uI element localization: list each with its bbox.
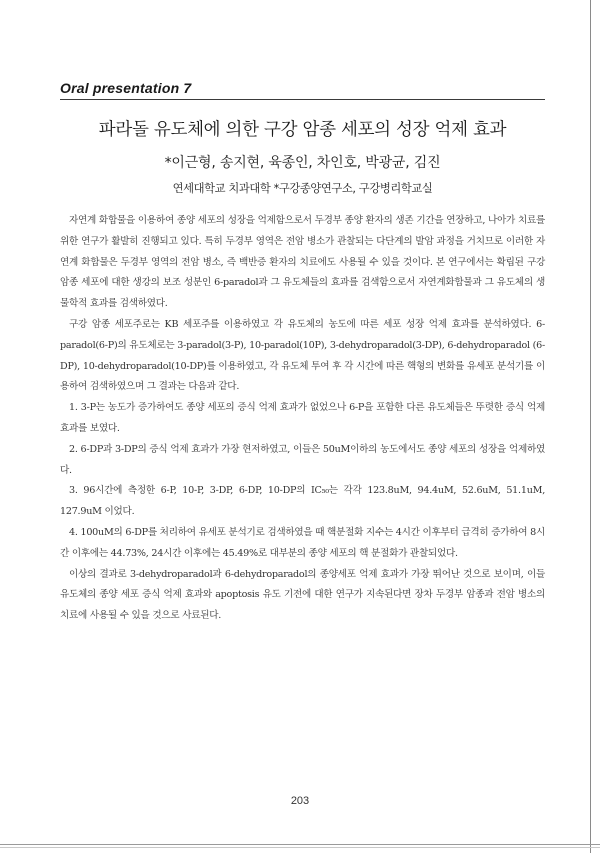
author-list: *이근형, 송지현, 육종인, 차인호, 박광균, 김진 [164,155,441,171]
page-edge-right [590,0,591,853]
paragraph-intro: 자연계 화합물을 이용하여 종양 세포의 성장을 억제함으로서 두경부 종양 환자의 생존 기간을 연장하고, 나아가 치료를 위한 연구가 활발히 진행되고 있다. 특히 두경부 영역은 전암 병소가 관찰되는 다단계의 발암 과정을 거치므로 이러한 자연계 화합물은 두경부 영역의 전암 병소, 즉 백반증 환자의 치료에도 사용될 수 있을 것이다. 본 연구에서는 확립된 구강 암종 세포에 대한 생강의 보조 성분인 6-paradol과 그 유도체들의 효과를 검색함으로서 자연계화합물과 그 유도체의 생물학적 효과를 검색하였다. [60,215,545,310]
page-number: 203 [290,795,310,807]
paragraph-methods: 구강 암종 세포주로는 KB 세포주를 이용하였고 각 유도체의 농도에 따른 세포 성장 억제 효과를 분석하였다. 6-paradol(6-P)의 유도체로는 3-paradol(3-P), 10-paradol(10P), 3-dehydroparadol(3-DP), 6-dehydroparadol (6-DP), 10-dehydroparadol(10-DP)를 이용하였고, 각 유도체 투여 후 각 시간에 따른 핵형의 변화를 유세포 분석기를 이용하여 검색하였으며 그 결과는 다음과 같다. [60,318,545,393]
paragraph-result-3: 3. 96시간에 측정한 6-P, 10-P, 3-DP, 6-DP, 10-DP의 IC₅₀는 각각 123.8uM, 94.4uM, 52.6uM, 51.1uM, 127.9uM 이었다. [60,485,545,518]
paragraph-result-2: 2. 6-DP과 3-DP의 증식 억제 효과가 가장 현저하였고, 이들은 50uM이하의 농도에서도 종양 세포의 성장을 억제하였다. [60,443,545,476]
page-edge-bottom [0,844,600,845]
affiliation: 연세대학교 치과대학 *구강종양연구소, 구강병리학교실 [172,182,433,195]
section-tag: Oral presentation 7 [60,80,192,96]
paragraph-result-1: 1. 3-P는 농도가 증가하여도 종양 세포의 증식 억제 효과가 없었으나 6-P을 포함한 다른 유도체들은 뚜렷한 증식 억제 효과를 보였다. [60,402,545,434]
paper-title: 파라돌 유도체에 의한 구강 암종 세포의 성장 억제 효과 [98,120,507,140]
paragraph-result-4: 4. 100uM의 6-DP를 처리하여 유세포 분석기로 검색하였을 때 핵분절화 지수는 4시간 이후부터 급격히 증가하여 8시간 이후에는 44.73%, 24시간 이후에는 45.49%로 대부분의 종양 세포의 핵 분절화가 관찰되었다. [60,526,545,559]
paragraph-conclusion: 이상의 결과로 3-dehydroparadol과 6-dehydroparadol의 종양세포 억제 효과가 가장 뛰어난 것으로 보이며, 이들 유도체의 종양 세포 증식 억제 효과와 apoptosis 유도 기전에 대한 연구가 지속된다면 장차 두경부 암종과 전암 병소의 치료에 사용될 수 있을 것으로 사료된다. [60,568,545,622]
page-edge-bottom-shadow [0,847,600,848]
abstract-body [60,211,545,627]
section-divider [60,99,545,100]
